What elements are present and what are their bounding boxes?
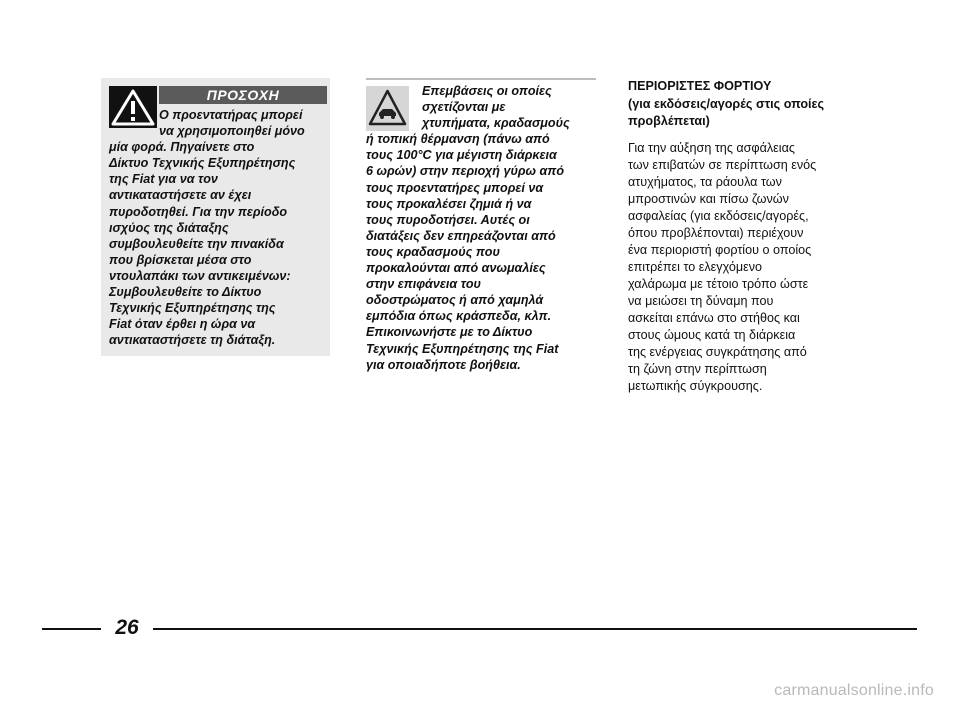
warning-line: μία φορά. Πηγαίνετε στο (109, 140, 255, 155)
warning-line: ισχύος της διάταξης (109, 220, 229, 235)
warning-text (109, 107, 329, 348)
caution-line: Επεμβάσεις οι οποίες (422, 84, 552, 98)
caution-line: τους κραδασμούς που (366, 244, 500, 259)
warning-line: ντουλαπάκι των αντικειμένων: (109, 268, 291, 283)
heading-line: ΠΕΡΙΟΡΙΣΤΕΣ ΦΟΡΤΙΟΥ (628, 79, 772, 93)
warning-line: που βρίσκεται μέσα στο (109, 252, 252, 267)
warning-line: αντικαταστήσετε τη διάταξη. (109, 333, 276, 348)
body-line: στους ώμους κατά τη διάρκεια (628, 327, 796, 342)
section-body (628, 140, 858, 395)
body-line: ασκείται επάνω στο στήθος και (628, 310, 800, 325)
body-line: της ενέργειας συγκράτησης από (628, 344, 807, 359)
warning-line: αντικαταστήσετε αν έχει (109, 188, 252, 203)
warning-line: Συμβουλευθείτε το Δίκτυο (109, 285, 262, 300)
caution-line: προκαλούνται από ανωμαλίες (366, 261, 546, 276)
warning-line: Ο προεντατήρας μπορεί (159, 108, 303, 122)
caution-line: τους πυροδοτήσει. Αυτές οι (366, 212, 530, 227)
heading-line: προβλέπεται) (628, 114, 710, 128)
caution-text (366, 83, 596, 373)
warning-line: Fiat όταν έρθει η ώρα να (109, 317, 256, 332)
warning-box (101, 78, 330, 356)
caution-line: 6 ωρών) στην περιοχή γύρω από (366, 164, 565, 179)
caution-line: Τεχνικής Εξυπηρέτησης της Fiat (366, 341, 559, 356)
caution-line: σχετίζονται με (422, 100, 506, 115)
warning-line: πυροδοτηθεί. Για την περίοδο (109, 204, 288, 219)
caution-line: για οποιαδήποτε βοήθεια. (366, 357, 521, 372)
page-number: 26 (115, 616, 139, 639)
note-divider (366, 78, 596, 80)
body-line: ατυχήματος, τα ράουλα των (628, 174, 782, 189)
caution-line: ή τοπική θέρμανση (πάνω από (366, 132, 550, 147)
body-line: ασφαλείας (για εκδόσεις/αγορές, (628, 208, 809, 223)
body-line: να μειώσει τη δύναμη που (628, 293, 774, 308)
caution-line: Επικοινωνήστε με το Δίκτυο (366, 325, 533, 340)
caution-line: στην επιφάνεια του (366, 277, 481, 292)
body-line: μετωπικής σύγκρουσης. (628, 378, 763, 393)
warning-line: συμβουλευθείτε την πινακίδα (109, 236, 284, 251)
body-line: τη ζώνη στην περίπτωση (628, 361, 767, 376)
warning-line: Δίκτυο Τεχνικής Εξυπηρέτησης (109, 156, 296, 171)
caution-line: τους 100°C για μέγιστη διάρκεια (366, 148, 557, 163)
footer-rule-left (42, 628, 101, 630)
body-line: χαλάρωμα με τέτοιο τρόπο ώστε (628, 276, 809, 291)
load-limiters-section (628, 78, 858, 395)
caution-line: εμπόδια όπως κράσπεδα, κλπ. (366, 309, 552, 324)
body-line: μπροστινών και πίσω ζωνών (628, 191, 789, 206)
body-line: επιτρέπει το ελεγχόμενο (628, 259, 763, 274)
caution-line: τους προκαλέσει ζημιά ή να (366, 196, 532, 211)
caution-line: οδοστρώματος ή από χαμηλά (366, 293, 544, 308)
body-line: Για την αύξηση της ασφάλειας (628, 140, 795, 155)
warning-line: Τεχνικής Εξυπηρέτησης της (109, 301, 276, 316)
heading-line: (για εκδόσεις/αγορές στις οποίες (628, 96, 825, 111)
watermark: carmanualsonline.info (774, 682, 934, 699)
body-line: όπου προβλέπονται) περιέχουν (628, 225, 804, 240)
body-line: των επιβατών σε περίπτωση ενός (628, 157, 817, 172)
caution-line: διατάξεις δεν επηρεάζονται από (366, 228, 556, 243)
warning-line: να χρησιμοποιηθεί μόνο (159, 124, 305, 139)
warning-line: της Fiat για να τον (109, 172, 218, 187)
caution-line: χτυπήματα, κραδασμούς (422, 116, 570, 131)
body-line: ένα περιοριστή φορτίου ο οποίος (628, 242, 812, 257)
footer-rule-right (153, 628, 917, 630)
section-heading (628, 78, 858, 131)
warning-title: ΠΡΟΣΟΧΗ (159, 86, 327, 104)
caution-line: τους προεντατήρες μπορεί να (366, 180, 544, 195)
